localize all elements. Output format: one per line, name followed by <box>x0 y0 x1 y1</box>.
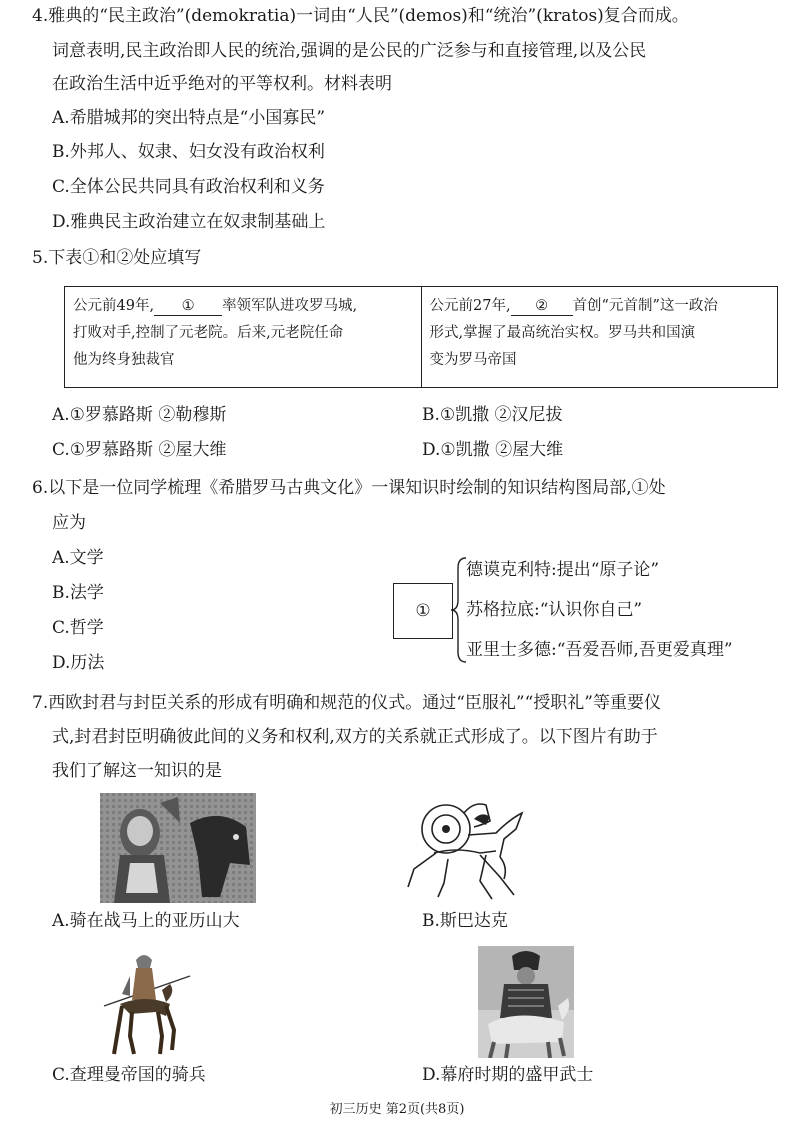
q4-option-d: D.雅典民主政治建立在奴隶制基础上 <box>52 212 326 232</box>
samurai-warrior-image <box>478 946 574 1058</box>
q6-stem-line-1: 6.以下是一位同学梳理《希腊罗马古典文化》一课知识时绘制的知识结构图局部,①处 <box>32 478 666 498</box>
q6-stem-line-2: 应为 <box>52 513 86 533</box>
q7-caption-b: B.斯巴达克 <box>422 911 508 931</box>
q5-stem: 5.下表①和②处应填写 <box>32 248 202 268</box>
q5-right-line-1-post: 首创“元首制”这一政治 <box>572 298 718 314</box>
q5-table-left-cell <box>65 287 421 387</box>
q4-option-c: C.全体公民共同具有政治权利和义务 <box>52 177 325 197</box>
q4-stem-line-3: 在政治生活中近乎绝对的平等权利。材料表明 <box>52 74 392 94</box>
q5-right-line-2: 形式,掌握了最高统治实权。罗马共和国演 <box>429 325 696 341</box>
q6-option-a: A.文学 <box>52 548 104 568</box>
q6-option-d: D.历法 <box>52 653 105 673</box>
q4-stem-line-1: 4.雅典的“民主政治”(demokratia)一词由“人民”(demos)和“统治”(kratos)复合而成。 <box>32 6 689 26</box>
q5-left-line-2: 打败对手,控制了元老院。后来,元老院任命 <box>73 325 344 341</box>
alexander-mosaic-image <box>100 793 256 903</box>
q5-left-line-3: 他为终身独裁官 <box>73 352 175 368</box>
spartacus-drawing-image <box>404 795 530 903</box>
q5-left-line-1-pre: 公元前49年, <box>73 298 155 314</box>
q5-blank-1: ① <box>154 297 222 316</box>
q5-left-line-1-post: 率领军队进攻罗马城, <box>222 298 358 314</box>
q6-diagram-box: ① <box>393 583 453 639</box>
q5-option-a: A.①罗慕路斯 ②勒穆斯 <box>52 405 227 425</box>
q5-blank-2: ② <box>511 297 573 316</box>
q5-option-d: D.①凯撒 ②屋大维 <box>422 440 564 460</box>
q6-option-b: B.法学 <box>52 583 104 603</box>
carolingian-cavalry-image <box>100 946 192 1058</box>
q4-option-a: A.希腊城邦的突出特点是“小国寡民” <box>52 108 326 128</box>
q4-stem-line-2: 词意表明,民主政治即人民的统治,强调的是公民的广泛参与和直接管理,以及公民 <box>52 41 647 61</box>
q7-caption-c: C.查理曼帝国的骑兵 <box>52 1065 206 1085</box>
q6-option-c: C.哲学 <box>52 618 104 638</box>
q5-table <box>64 286 778 388</box>
q6-diagram-item-2: 苏格拉底:“认识你自己” <box>466 600 643 620</box>
q7-caption-d: D.幕府时期的盛甲武士 <box>422 1065 594 1085</box>
q6-diagram-item-3: 亚里士多德:“吾爱吾师,吾更爱真理” <box>466 640 733 660</box>
page-footer: 初三历史 第2页(共8页) <box>329 1102 465 1117</box>
q7-stem-line-2: 式,封君封臣明确彼此间的义务和权利,双方的关系就正式形成了。以下图片有助于 <box>52 727 658 747</box>
q5-right-line-1-pre: 公元前27年, <box>429 298 511 314</box>
q4-option-b: B.外邦人、奴隶、妇女没有政治权利 <box>52 142 325 162</box>
q5-option-b: B.①凯撒 ②汉尼拔 <box>422 405 563 425</box>
q7-stem-line-1: 7.西欧封君与封臣关系的形成有明确和规范的仪式。通过“臣服礼”“授职礼”等重要仪 <box>32 693 661 713</box>
q6-diagram-item-1: 德谟克利特:提出“原子论” <box>466 560 660 580</box>
q5-right-line-3: 变为罗马帝国 <box>429 352 517 368</box>
q5-table-right-cell <box>421 287 778 387</box>
q7-caption-a: A.骑在战马上的亚历山大 <box>52 911 240 931</box>
q5-option-c: C.①罗慕路斯 ②屋大维 <box>52 440 227 460</box>
q7-stem-line-3: 我们了解这一知识的是 <box>52 761 222 781</box>
